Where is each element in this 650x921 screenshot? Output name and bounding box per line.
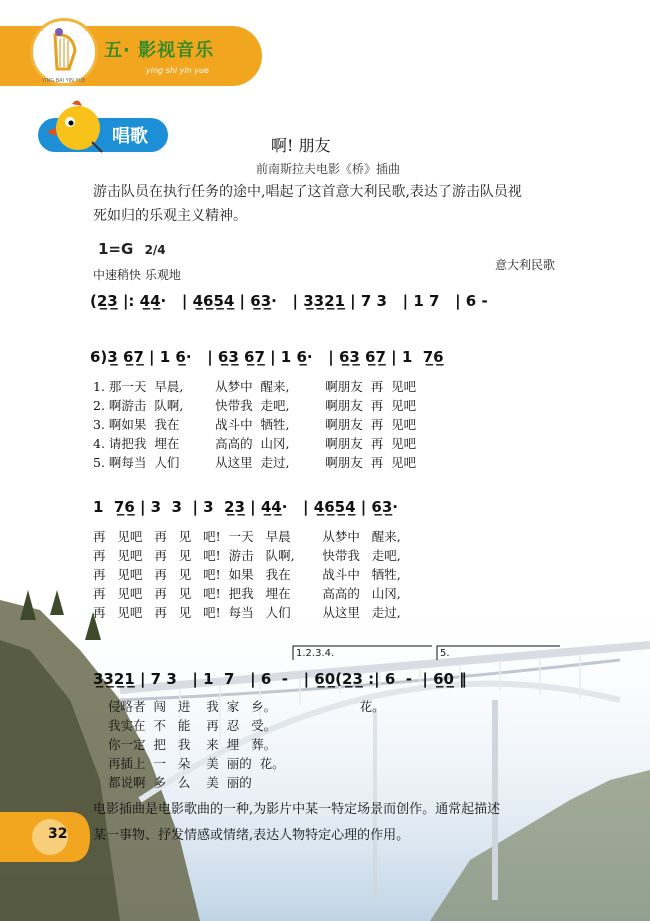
harp-emblem-icon (30, 18, 98, 86)
lyrics-row2-verse2: 2. 啊游击 队啊, 快带我 走吧, 啊朋友 再 见吧 (93, 398, 417, 413)
tempo-marking: 中速稍快 乐观地 (93, 268, 181, 282)
lyrics-row4-verse1: 侵略者 闯 进 我 家 乡。 花。 (108, 699, 385, 714)
badge-label: 唱歌 (112, 126, 148, 147)
lyrics-row2-verse4: 4. 请把我 埋在 高高的 山冈, 啊朋友 再 见吧 (93, 436, 417, 451)
key-label: 1=G (98, 240, 134, 258)
page-number: 32 (48, 826, 68, 842)
volta-1-label: 1.2.3.4. (296, 648, 335, 659)
lyrics-row3-verse3: 再 见吧 再 见 吧! 如果 我在 战斗中 牺牲, (93, 567, 401, 582)
chick-mascot-icon (46, 98, 116, 158)
lyrics-row3-verse4: 再 见吧 再 见 吧! 把我 埋在 高高的 山冈, (93, 586, 401, 601)
time-signature: 2/4 (144, 243, 166, 257)
score-row-3: 1 7̲6̲ | 3 3 | 3 2̲3̲ | 4̲4̲· | 4̲6̲5̲4̲ | 6̲3̲· (93, 498, 399, 516)
lyrics-row4-verse3: 你一定 把 我 来 埋 葬。 (108, 737, 277, 752)
intro-line-1: 游击队员在执行任务的途中,唱起了这首意大利民歌,表达了游击队员视 (93, 184, 522, 200)
score-row-2: 6)3̲ 6̲7̲ | 1 6̲· | 6̲3̲ 6̲7̲ | 1 6̲· | 6̲3̲ 6̲7̲ | 1 7̲6̲ (90, 348, 444, 366)
lyrics-row4-verse4: 再插上 一 朵 美 丽的 花。 (108, 756, 285, 771)
key-signature (98, 240, 166, 258)
section-title: 五· 影视音乐 (104, 40, 215, 61)
volta-2-label: 5. (440, 648, 450, 659)
volta-brackets (292, 645, 562, 661)
lyrics-row3-verse5: 再 见吧 再 见 吧! 每当 人们 从这里 走过, (93, 605, 401, 620)
note-line-2: 某一事物、抒发情感或情绪,表达人物特定心理的作用。 (93, 828, 410, 843)
lyrics-row2-verse5: 5. 啊每当 人们 从这里 走过, 啊朋友 再 见吧 (93, 455, 417, 470)
note-line-1: 电影插曲是电影歌曲的一种,为影片中某一特定场景而创作。通常起描述 (93, 802, 501, 817)
lyrics-row3-verse2: 再 见吧 再 见 吧! 游击 队啊, 快带我 走吧, (93, 548, 401, 563)
ring-pinyin: YING BAI YIN YUE (42, 78, 86, 84)
song-title: 啊! 朋友 (271, 136, 331, 155)
song-subtitle: 前南斯拉夫电影《桥》插曲 (256, 162, 401, 176)
song-origin: 意大利民歌 (495, 258, 556, 272)
lyrics-row3-verse1: 再 见吧 再 见 吧! 一天 早晨 从梦中 醒来, (93, 529, 401, 544)
lyrics-row4-verse2: 我实在 不 能 再 忍 受。 (108, 718, 277, 733)
score-row-4: 3̲3̲2̲1̲ | 7 3 | 1 7 | 6 - | 6̲0̲(2̲3̲ :| 6 - | 6̲0̲ ‖ (93, 670, 467, 688)
lyrics-row2-verse1: 1. 那一天 早晨, 从梦中 醒来, 啊朋友 再 见吧 (93, 379, 417, 394)
score-row-1: (2̲3̲ |: 4̲4̲· | 4̲6̲5̲4̲ | 6̲3̲· | 3̲3̲2̲1̲ | 7 3 | 1 7 | 6 - (90, 292, 488, 310)
intro-line-2: 死如归的乐观主义精神。 (93, 208, 247, 224)
lyrics-row4-verse5: 都说啊 多 么 美 丽的 (108, 775, 252, 790)
section-pinyin: ying shi yin yue (146, 66, 209, 75)
lyrics-row2-verse3: 3. 啊如果 我在 战斗中 牺牲, 啊朋友 再 见吧 (93, 417, 417, 432)
